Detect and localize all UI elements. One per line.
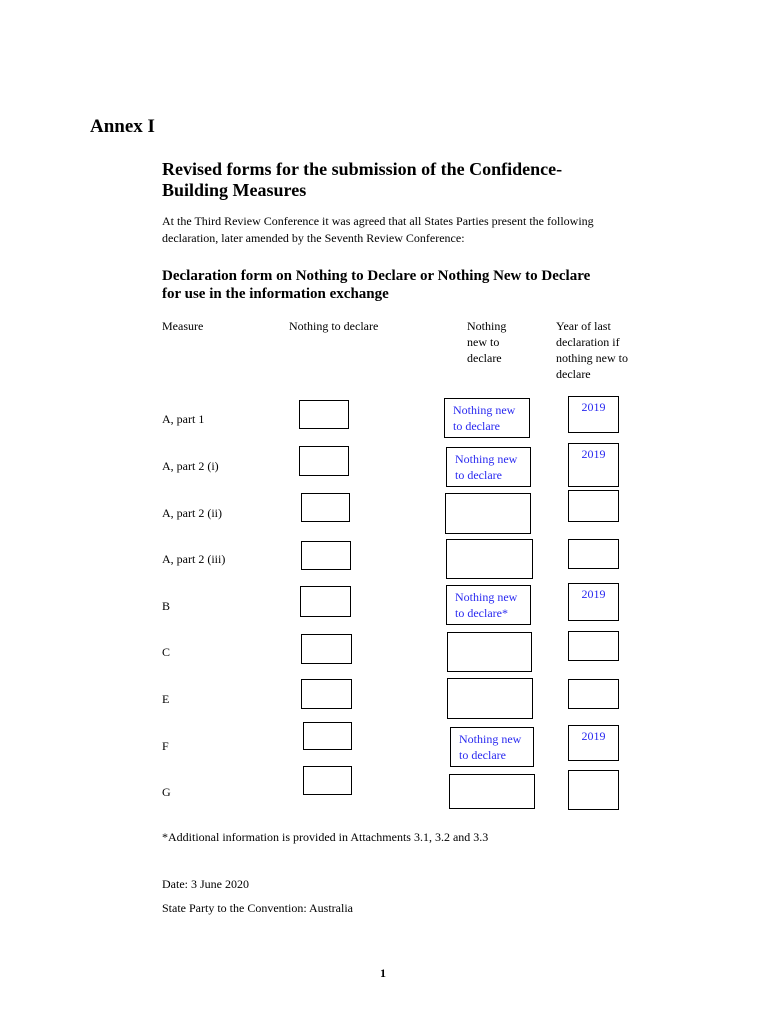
year-field[interactable]: 2019 [568, 725, 619, 761]
header-nothing-new-line: new to [467, 335, 500, 349]
row-label-a-part-2-iii: A, part 2 (iii) [162, 552, 226, 566]
row-label-b: B [162, 599, 171, 613]
row-label-g: G [162, 785, 171, 799]
nothing-new-field[interactable] [446, 585, 531, 625]
nothing-to-declare-checkbox[interactable] [303, 766, 352, 795]
nothing-new-text: to declare* [455, 606, 508, 620]
header-nothing-new [467, 318, 537, 366]
title-line-1: Revised forms for the submission of the Confidence- [162, 159, 563, 179]
intro-line-2: declaration, later amended by the Seventh Review Conference: [162, 231, 465, 245]
nothing-new-field[interactable] [449, 774, 535, 809]
declaration-date: Date: 3 June 2020 [162, 877, 249, 891]
nothing-to-declare-checkbox[interactable] [299, 400, 349, 429]
nothing-new-text: Nothing new [455, 452, 518, 466]
nothing-to-declare-checkbox[interactable] [299, 446, 349, 476]
nothing-to-declare-checkbox[interactable] [301, 679, 352, 709]
header-measure: Measure [162, 319, 204, 333]
nothing-new-field[interactable] [446, 539, 533, 579]
header-year-line: declare [556, 367, 591, 381]
row-label-c: C [162, 645, 171, 659]
year-field[interactable]: 2019 [568, 396, 619, 433]
header-nothing-new-line: Nothing [467, 319, 507, 333]
annex-heading: Annex I [90, 116, 155, 137]
nothing-to-declare-checkbox[interactable] [301, 634, 352, 664]
nothing-to-declare-checkbox[interactable] [303, 722, 352, 750]
header-nothing-new-line: declare [467, 351, 502, 365]
year-field[interactable]: 2019 [568, 583, 619, 621]
nothing-new-field[interactable] [447, 678, 533, 719]
nothing-new-field[interactable] [447, 632, 532, 672]
subtitle-line-1: Declaration form on Nothing to Declare or Nothing New to Declare [162, 268, 591, 284]
row-label-a-part-2-i: A, part 2 (i) [162, 459, 219, 473]
row-label-a-part-2-ii: A, part 2 (ii) [162, 506, 222, 520]
row-label-f: F [162, 739, 169, 753]
year-field[interactable] [568, 490, 619, 522]
page-number: 1 [380, 966, 386, 980]
nothing-new-text: Nothing new [453, 403, 516, 417]
year-field[interactable]: 2019 [568, 443, 619, 487]
year-field[interactable] [568, 539, 619, 569]
page-title [162, 159, 602, 201]
intro-line-1: At the Third Review Conference it was agreed that all States Parties present the following [162, 214, 594, 228]
subtitle-line-2: for use in the information exchange [162, 286, 389, 302]
header-year-last-declaration [556, 318, 646, 382]
year-field[interactable] [568, 679, 619, 709]
header-year-line: nothing new to [556, 351, 628, 365]
footnote: *Additional information is provided in Attachments 3.1, 3.2 and 3.3 [162, 830, 489, 844]
nothing-to-declare-checkbox[interactable] [301, 493, 350, 522]
nothing-new-field[interactable] [444, 398, 530, 438]
header-year-line: Year of last [556, 319, 611, 333]
title-line-2: Building Measures [162, 180, 307, 200]
year-field[interactable] [568, 631, 619, 661]
nothing-new-field[interactable] [445, 493, 531, 534]
nothing-new-field[interactable] [446, 447, 531, 487]
year-field[interactable] [568, 770, 619, 810]
nothing-to-declare-checkbox[interactable] [300, 586, 351, 617]
state-party: State Party to the Convention: Australia [162, 901, 353, 915]
nothing-new-field[interactable] [450, 727, 534, 767]
nothing-new-text: to declare [453, 419, 500, 433]
row-label-a-part-1: A, part 1 [162, 412, 205, 426]
header-nothing-to-declare: Nothing to declare [289, 319, 379, 333]
nothing-to-declare-checkbox[interactable] [301, 541, 351, 570]
nothing-new-text: Nothing new [459, 732, 522, 746]
nothing-new-text: to declare [455, 468, 502, 482]
header-year-line: declaration if [556, 335, 620, 349]
nothing-new-text: Nothing new [455, 590, 518, 604]
row-label-e: E [162, 692, 170, 706]
intro-paragraph [162, 213, 632, 247]
form-subtitle [162, 267, 622, 303]
nothing-new-text: to declare [459, 748, 506, 762]
